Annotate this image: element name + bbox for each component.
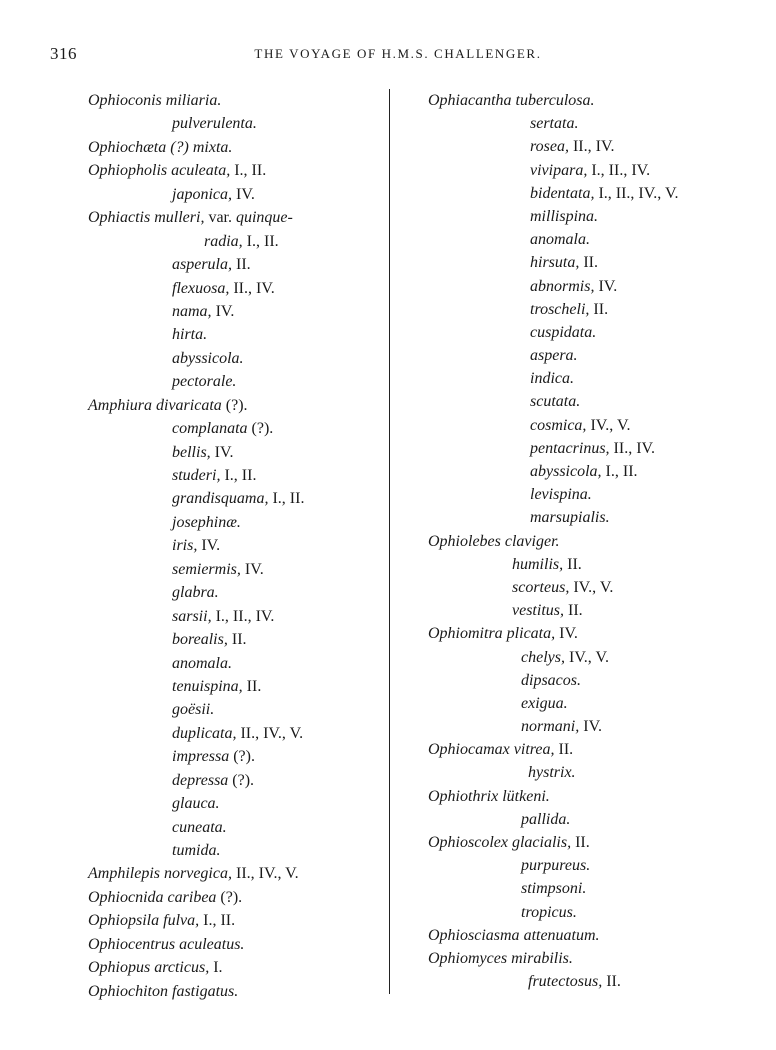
species-entry xyxy=(428,738,758,761)
species-entry xyxy=(88,980,378,1003)
species-entry xyxy=(88,862,378,885)
station-reference: I., II. xyxy=(601,463,638,480)
station-reference: I., II. xyxy=(230,162,267,180)
species-entry xyxy=(428,924,758,947)
species-name: glacialis, xyxy=(511,834,572,851)
species-entry xyxy=(88,839,378,862)
species-entry xyxy=(88,300,378,323)
genus-name: Ophioconis xyxy=(88,92,162,109)
station-reference: IV. xyxy=(555,625,578,643)
species-entry xyxy=(428,437,758,460)
station-reference: II. xyxy=(602,973,621,991)
species-name: (?) mixta. xyxy=(170,138,233,156)
station-reference: I., II., IV., V. xyxy=(594,184,679,202)
genus-name: Ophiochiton xyxy=(88,982,168,1000)
station-reference: II., IV. xyxy=(229,279,275,297)
station-reference: (?). xyxy=(221,396,248,414)
species-entry xyxy=(428,599,758,622)
species-name: norvegica, xyxy=(164,865,232,883)
species-name: vitrea, xyxy=(513,741,555,759)
species-name: glauca. xyxy=(172,795,220,813)
species-name: fastigatus. xyxy=(172,982,239,1000)
species-entry xyxy=(428,622,758,645)
species-entry xyxy=(428,970,758,993)
species-name: dipsacos. xyxy=(521,671,581,689)
station-reference: IV., V. xyxy=(569,578,614,596)
species-entry xyxy=(88,183,378,206)
station-reference: II. xyxy=(554,741,574,759)
species-name: aspera. xyxy=(530,347,578,365)
species-name: millispina. xyxy=(530,207,599,225)
genus-name: Ophiocentrus xyxy=(88,935,176,953)
species-entry xyxy=(88,253,378,276)
station-reference: II., IV., V. xyxy=(231,865,299,883)
station-reference: I., II., IV. xyxy=(211,607,275,625)
species-name: goësii. xyxy=(172,701,215,719)
species-entry xyxy=(88,394,378,417)
station-reference: IV., V. xyxy=(586,416,631,434)
species-entry xyxy=(88,347,378,370)
species-name: abnormis, xyxy=(530,277,595,295)
station-reference: II., IV., V. xyxy=(236,724,304,742)
species-entry xyxy=(428,506,758,529)
species-name: normani, xyxy=(521,718,580,736)
species-name: complanata xyxy=(172,420,248,438)
species-entry xyxy=(428,135,758,158)
species-name: arcticus, xyxy=(154,959,210,977)
station-reference: II. xyxy=(227,631,247,649)
species-name: glabra. xyxy=(172,584,219,602)
species-name: sarsii, xyxy=(172,607,212,625)
species-name: pectorale. xyxy=(172,373,237,391)
species-entry xyxy=(88,534,378,557)
species-name: iris, xyxy=(172,537,198,555)
right-column xyxy=(428,89,758,993)
species-name: tumida. xyxy=(172,842,221,859)
species-entry xyxy=(88,769,378,792)
species-entry xyxy=(428,831,758,854)
species-entry xyxy=(88,722,378,745)
running-title: THE VOYAGE OF H.M.S. CHALLENGER. xyxy=(254,46,542,61)
genus-name: Ophiocamax xyxy=(428,741,510,759)
species-entry xyxy=(88,652,378,675)
species-name: duplicata, xyxy=(172,724,237,742)
species-name: pulverulenta. xyxy=(172,115,257,133)
species-name: cuneata. xyxy=(172,818,227,836)
species-name: tenuispina, xyxy=(172,677,243,695)
species-name: marsupialis. xyxy=(530,509,610,527)
species-name: claviger. xyxy=(504,532,560,550)
species-entry xyxy=(428,112,758,135)
species-entry xyxy=(428,460,758,483)
station-reference: II. xyxy=(563,555,582,573)
species-name: abyssicola, xyxy=(530,463,602,480)
species-entry xyxy=(88,558,378,581)
species-name: bellis, xyxy=(172,443,211,461)
species-entry xyxy=(428,321,758,344)
genus-name: Ophiomitra xyxy=(428,625,503,643)
genus-name: Ophiopsila xyxy=(88,912,160,930)
station-reference: I. xyxy=(209,959,223,977)
species-name: lütkeni. xyxy=(502,787,550,805)
species-name: studeri, xyxy=(172,467,221,484)
station-reference: IV. xyxy=(232,185,255,203)
species-name: scutata. xyxy=(530,393,581,411)
station-reference: II. xyxy=(232,256,251,274)
species-name: tuberculosa. xyxy=(515,92,595,109)
species-name: mulleri, xyxy=(154,209,205,227)
species-entry xyxy=(88,441,378,464)
station-reference: II. xyxy=(589,300,609,318)
species-entry xyxy=(88,792,378,815)
station-reference: IV. xyxy=(211,302,235,320)
station-reference: var. xyxy=(204,209,236,227)
species-entry xyxy=(88,745,378,768)
station-reference: II., IV. xyxy=(609,439,656,457)
species-entry xyxy=(428,367,758,390)
species-entry xyxy=(88,417,378,440)
station-reference: IV. xyxy=(210,443,234,461)
species-entry xyxy=(428,89,758,112)
species-entry xyxy=(428,692,758,715)
station-reference: (?). xyxy=(229,748,255,766)
column-divider xyxy=(389,89,390,994)
species-entry xyxy=(428,646,758,669)
species-name: tropicus. xyxy=(521,903,577,921)
page-header xyxy=(0,44,776,66)
species-name: stimpsoni. xyxy=(521,880,587,898)
species-name: hirsuta, xyxy=(530,254,580,272)
species-name: bidentata, xyxy=(530,184,595,202)
genus-name: Amphilepis xyxy=(88,865,160,883)
species-entry xyxy=(428,344,758,367)
genus-name: Ophiochæta xyxy=(88,138,167,156)
species-name: asperula, xyxy=(172,256,232,274)
species-entry xyxy=(88,464,378,487)
species-name: miliaria. xyxy=(165,92,222,109)
species-name: anomala. xyxy=(172,654,232,672)
species-name: exigua. xyxy=(521,694,568,712)
species-name: anomala. xyxy=(530,231,590,249)
station-reference: IV. xyxy=(594,277,618,295)
species-name: vestitus, xyxy=(512,602,564,620)
species-entry xyxy=(428,947,758,970)
species-name: cosmica, xyxy=(530,416,587,434)
species-name: nama, xyxy=(172,302,212,320)
species-entry xyxy=(428,808,758,831)
species-entry xyxy=(428,251,758,274)
species-entry xyxy=(88,886,378,909)
species-name: depressa xyxy=(172,771,229,789)
species-name: fulva, xyxy=(163,912,200,930)
species-name: japonica, xyxy=(172,185,232,203)
species-entry xyxy=(88,159,378,182)
species-entry xyxy=(428,205,758,228)
species-name: abyssicola. xyxy=(172,349,244,367)
species-entry xyxy=(88,581,378,604)
species-entry xyxy=(428,159,758,182)
species-name: rosea, xyxy=(530,138,569,156)
species-entry xyxy=(428,390,758,413)
station-reference: IV. xyxy=(240,560,264,578)
species-entry xyxy=(428,182,758,205)
species-entry xyxy=(88,277,378,300)
species-entry xyxy=(428,275,758,298)
station-reference: I., II., IV. xyxy=(587,161,651,179)
genus-name: Ophiactis xyxy=(88,209,151,227)
station-reference: II., IV. xyxy=(568,138,615,156)
species-entry xyxy=(428,669,758,692)
station-reference: I., II. xyxy=(199,912,236,930)
species-entry xyxy=(428,414,758,437)
station-reference: I., II. xyxy=(220,467,257,484)
species-name: borealis, xyxy=(172,631,228,649)
species-name: josephinæ. xyxy=(172,513,241,531)
species-entry xyxy=(88,323,378,346)
species-name: pallida. xyxy=(521,810,571,828)
species-name: levispina. xyxy=(530,486,592,504)
station-reference: II. xyxy=(579,254,598,272)
species-entry xyxy=(88,89,378,112)
station-reference: IV. xyxy=(197,537,221,555)
species-name: grandisquama, xyxy=(172,490,269,508)
species-name: aculeatus. xyxy=(179,935,245,953)
species-name: radia, xyxy=(204,232,243,250)
species-name: hirta. xyxy=(172,326,208,344)
station-reference: II. xyxy=(571,834,590,851)
species-entry xyxy=(88,816,378,839)
genus-name: Ophioscolex xyxy=(428,834,508,851)
species-name: flexuosa, xyxy=(172,279,230,297)
species-entry xyxy=(88,605,378,628)
species-name: aculeata, xyxy=(171,162,231,180)
species-name: mirabilis. xyxy=(511,949,573,967)
station-reference: II. xyxy=(242,677,262,695)
station-reference: I., II. xyxy=(268,490,305,508)
species-name: vivipara, xyxy=(530,161,588,179)
genus-name: Ophiolebes xyxy=(428,532,501,550)
species-entry xyxy=(428,530,758,553)
species-name: impressa xyxy=(172,748,230,766)
species-entry xyxy=(428,761,758,784)
species-name: semiermis, xyxy=(172,560,241,578)
species-entry xyxy=(88,206,378,229)
genus-name: Amphiura xyxy=(88,396,152,414)
station-reference: II. xyxy=(564,602,583,620)
left-column xyxy=(88,89,378,1003)
genus-name: Ophiocnida xyxy=(88,888,164,906)
species-name: chelys, xyxy=(521,648,565,666)
species-entry xyxy=(88,511,378,534)
species-entry xyxy=(428,483,758,506)
genus-name: Ophiothrix xyxy=(428,787,499,805)
species-continuation: quinque- xyxy=(235,209,293,227)
species-entry xyxy=(428,553,758,576)
species-name: troscheli, xyxy=(530,300,590,318)
species-entry xyxy=(428,785,758,808)
species-name: scorteus, xyxy=(512,578,570,596)
species-entry xyxy=(428,901,758,924)
species-name: caribea xyxy=(167,888,217,906)
species-name: purpureus. xyxy=(521,857,591,875)
station-reference: (?). xyxy=(247,420,274,438)
species-entry xyxy=(88,112,378,135)
page-number: 316 xyxy=(50,44,77,63)
species-entry xyxy=(88,370,378,393)
species-entry xyxy=(88,487,378,510)
genus-name: Ophiosciasma xyxy=(428,926,520,944)
station-reference: (?). xyxy=(228,771,255,789)
species-entry xyxy=(88,933,378,956)
genus-name: Ophiacantha xyxy=(428,92,512,109)
station-reference: IV., V. xyxy=(564,648,610,666)
species-name: hystrix. xyxy=(528,764,576,782)
species-entry xyxy=(428,298,758,321)
species-name: indica. xyxy=(530,370,574,388)
species-name: cuspidata. xyxy=(530,323,597,341)
species-name: divaricata xyxy=(156,396,222,414)
station-reference: I., II. xyxy=(242,232,279,250)
species-entry xyxy=(428,877,758,900)
species-entry xyxy=(88,956,378,979)
species-entry xyxy=(88,136,378,159)
species-entry xyxy=(88,909,378,932)
species-name: pentacrinus, xyxy=(530,439,610,457)
species-entry xyxy=(428,576,758,599)
species-entry xyxy=(88,675,378,698)
station-reference: (?). xyxy=(216,888,243,906)
species-entry xyxy=(428,715,758,738)
species-entry xyxy=(428,228,758,251)
genus-name: Ophiopholis xyxy=(88,162,168,180)
species-name: sertata. xyxy=(530,115,579,133)
species-name: frutectosus, xyxy=(528,973,603,991)
species-entry xyxy=(428,854,758,877)
species-entry xyxy=(88,230,378,253)
station-reference: IV. xyxy=(579,718,603,736)
genus-name: Ophiomyces xyxy=(428,949,508,967)
genus-name: Ophiopus xyxy=(88,959,151,977)
species-entry xyxy=(88,628,378,651)
species-entry xyxy=(88,698,378,721)
species-name: plicata, xyxy=(506,625,556,643)
species-name: humilis, xyxy=(512,555,564,573)
species-name: attenuatum. xyxy=(523,926,600,944)
